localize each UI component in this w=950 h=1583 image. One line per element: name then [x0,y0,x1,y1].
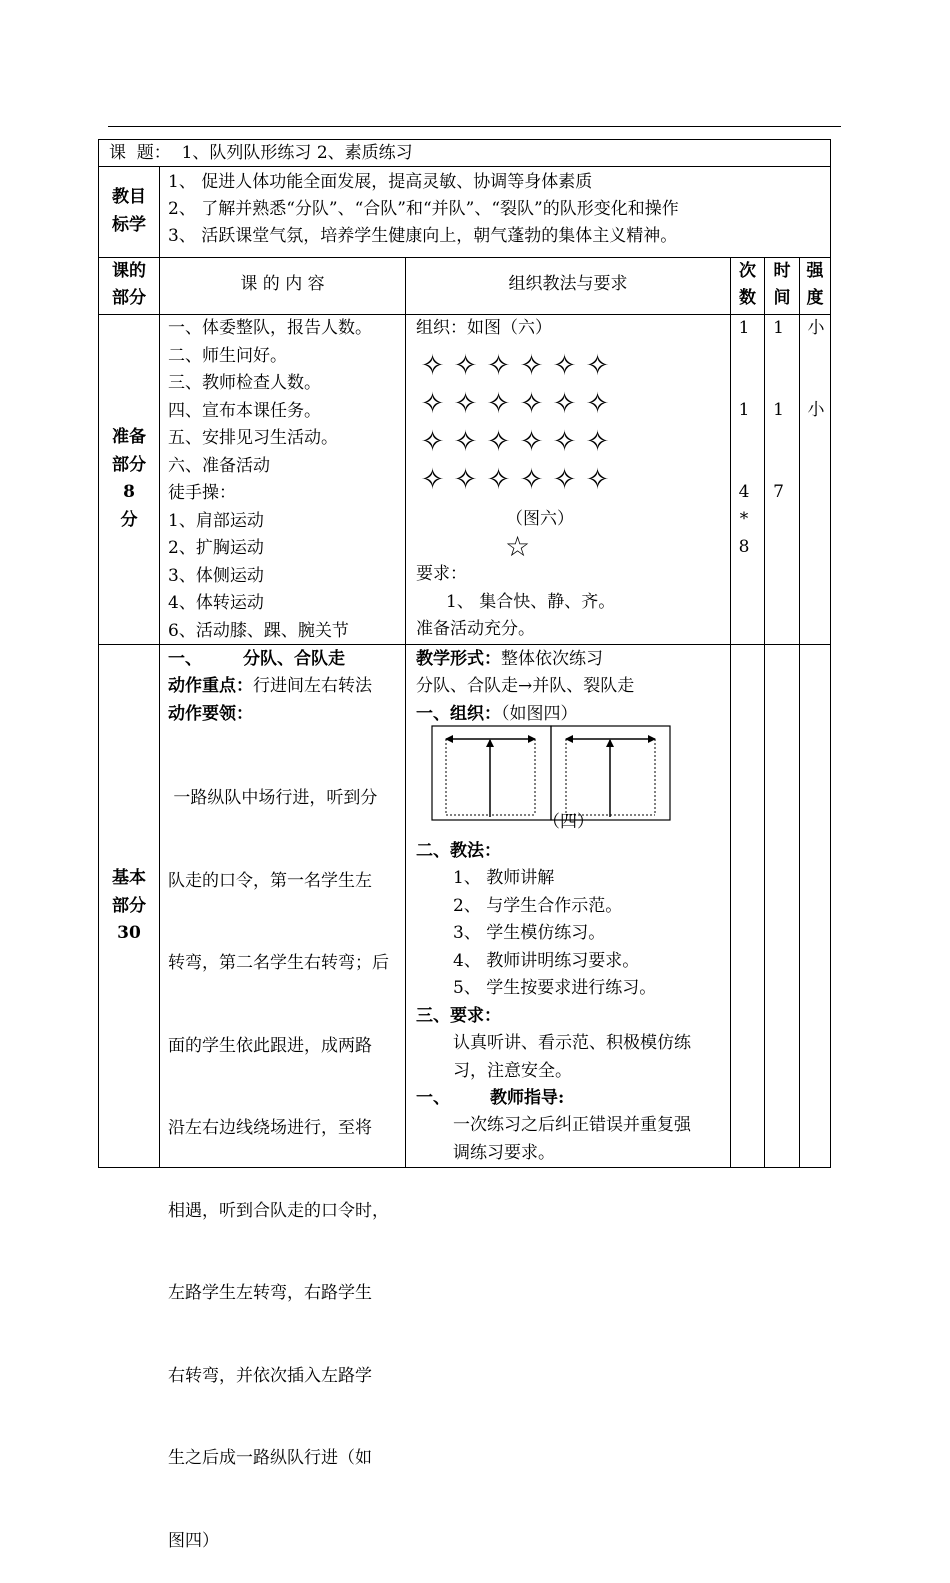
header-method: 组织教法与要求 [508,274,628,294]
formation-row [416,422,616,460]
prep-content-item: 六、准备活动 [168,455,270,476]
student-star-icon: ✧ [420,424,445,458]
prep-content-item: 徒手操： [168,483,236,503]
student-star-icon: ✧ [519,348,544,382]
basic-method-list [453,865,656,1003]
prep-count: 1 [738,318,750,338]
lesson-topic: 课 题： 1、队列队形练习 2、素质练习 [109,143,413,163]
prep-section-label [99,424,159,534]
essentials-line: 生之后成一路纵队行进（如 [168,1448,372,1468]
basic-section-label [99,865,159,948]
student-star-icon: ✧ [552,462,577,496]
prep-content-item: 五、安排见习生活动。 [168,428,338,448]
basic-guide-number: 一、 [416,1088,450,1108]
prep-req-note: 准备活动充分。 [416,619,535,639]
prep-req-item: 1、 集合快、静、齐。 [446,592,616,612]
basic-form-label: 教学形式： [416,649,501,669]
left-group-paths [446,739,535,817]
basic-label-line: 部分 [112,895,146,916]
split-merge-diagram [430,724,674,824]
req-line: 认真听讲、看示范、积极模仿练 [453,1033,691,1053]
prep-content-item: 四、宣布本课任务。 [168,400,321,421]
prep-count: 1 [738,400,750,420]
header-intensity-line2: 度 [806,288,824,308]
essentials-line: 转弯，第二名学生右转弯；后 [168,953,389,973]
basic-guide-label: 教师指导: [490,1088,565,1108]
basic-req-label: 三、要求： [416,1006,501,1026]
basic-org-label: 一、组织： [416,704,501,724]
guide-line: 一次练习之后纠正错误并重复强 [453,1115,691,1135]
basic-form-text: 整体依次练习 [501,649,603,669]
prep-org-title: 组织：如图（六） [416,318,552,338]
student-star-icon: ✧ [585,348,610,382]
header-part-line2: 部分 [112,288,146,308]
basic-figure-caption: （四） [543,812,594,832]
prep-content-item: 6、活动膝、踝、腕关节 [168,620,349,641]
formation-row [416,384,616,422]
prep-count: * [739,509,749,529]
objective-item: 2、 了解并熟悉“分队”、“合队”和“并队”、“裂队”的队形变化和操作 [168,199,679,219]
essentials-line: 左路学生左转弯，右路学生 [168,1283,372,1303]
prep-label-line: 准备 [112,427,146,447]
prep-figure-caption: （图六） [506,509,574,529]
student-star-icon: ✧ [453,462,478,496]
header-time-line1: 时 [773,261,791,281]
basic-essentials-text [168,730,389,1583]
basic-focus-text: 行进间左右转法 [253,676,372,696]
objective-item: 1、 促进人体功能全面发展，提高灵敏、协调等身体素质 [168,172,593,192]
prep-label-line: 部分 [112,454,146,475]
header-intensity-line1: 强 [806,261,824,281]
guide-line: 调练习要求。 [453,1142,555,1163]
student-star-icon: ✧ [486,424,511,458]
table-border-right [830,139,831,1168]
col-divider [159,166,160,1168]
basic-label-line: 基本 [112,868,146,888]
student-star-icon: ✧ [519,424,544,458]
prep-req-label: 要求： [416,564,467,584]
student-star-icon: ✧ [552,424,577,458]
basic-teaching-form [416,646,603,674]
header-content: 课 的 内 容 [240,274,325,294]
objectives-label-line2: 标学 [112,215,146,235]
prep-content-item: 二、师生问好。 [168,345,287,366]
basic-focus [168,673,372,701]
header-count-line1: 次 [739,261,756,281]
student-star-icon: ✧ [453,348,478,382]
method-item: 1、 教师讲解 [453,868,555,888]
student-star-icon: ✧ [486,386,511,420]
prep-count: 4 [738,482,750,502]
method-item: 4、 教师讲明练习要求。 [453,950,640,971]
student-star-icon: ✧ [552,348,577,382]
objective-item: 3、 活跃课堂气氛，培养学生健康向上，朝气蓬勃的集体主义精神。 [168,226,678,246]
objectives-label-line1: 教目 [112,187,146,207]
right-group-paths [566,739,655,817]
prep-content-item: 1、肩部运动 [168,510,264,531]
formation-row [416,346,616,384]
essentials-line: 相遇，听到合队走的口令时， [168,1200,389,1221]
essentials-line: 沿左右边线绕场进行，至将 [168,1118,372,1138]
basic-org-text: （如图四） [501,704,578,724]
col-divider [405,257,406,1168]
prep-content-list [168,315,372,645]
student-star-icon: ✧ [420,348,445,382]
teacher-star-icon: ☆ [505,530,531,563]
basic-label-line: 30 [117,923,141,943]
field-boundary-left [432,726,551,820]
prep-label-line: 分 [120,509,138,530]
student-formation [416,346,616,498]
prep-content-item: 一、体委整队，报告人数。 [168,318,372,338]
student-star-icon: ✧ [552,386,577,420]
prep-time: 7 [773,482,784,502]
prep-content-item: 4、体转运动 [168,593,264,613]
basic-method-label: 二、教法： [416,841,501,861]
row-divider [98,257,831,258]
student-star-icon: ✧ [453,386,478,420]
col-divider [764,257,765,1168]
method-item: 2、 与学生合作示范。 [453,895,623,916]
student-star-icon: ✧ [453,424,478,458]
student-star-icon: ✧ [519,386,544,420]
prep-content-item: 2、扩胸运动 [168,538,264,558]
prep-content-item: 三、教师检查人数。 [168,373,321,393]
essentials-line: 右转弯，并依次插入左路学 [168,1365,372,1386]
col-divider [730,257,731,1168]
prep-count: 8 [738,537,750,557]
essentials-line: 一路纵队中场行进，听到分 [168,788,378,808]
essentials-line: 面的学生依此跟进，成两路 [168,1035,372,1056]
prep-content-item: 3、体侧运动 [168,565,264,586]
prep-label-line: 8 [123,482,135,502]
student-star-icon: ✧ [585,386,610,420]
header-count-line2: 数 [739,288,756,308]
formation-row [416,460,616,498]
basic-subline: 分队、合队走→并队、裂队走 [416,676,635,696]
basic-focus-label: 动作重点： [168,676,253,696]
basic-essentials-label: 动作要领： [168,704,253,724]
basic-req-text [453,1030,691,1085]
student-star-icon: ✧ [420,462,445,496]
student-star-icon: ✧ [519,462,544,496]
essentials-line: 队走的口令，第一名学生左 [168,870,372,891]
header-time-line2: 间 [773,288,791,308]
req-line: 习，注意安全。 [453,1060,572,1081]
essentials-line: 图四） [168,1530,219,1551]
col-divider [799,257,800,1168]
student-star-icon: ✧ [486,462,511,496]
basic-item-title: 分队、合队走 [243,649,345,669]
student-star-icon: ✧ [420,386,445,420]
basic-guide-text [453,1112,691,1167]
method-item: 5、 学生按要求进行练习。 [453,978,657,998]
method-item: 3、 学生模仿练习。 [453,923,606,943]
student-star-icon: ✧ [585,462,610,496]
basic-item-number: 一、 [168,649,202,669]
prep-intensity: 小 [807,318,825,338]
student-star-icon: ✧ [486,348,511,382]
prep-time: 1 [773,400,784,420]
header-part-line1: 课的 [112,261,146,281]
student-star-icon: ✧ [585,424,610,458]
prep-time: 1 [773,318,784,338]
prep-intensity: 小 [807,400,825,420]
